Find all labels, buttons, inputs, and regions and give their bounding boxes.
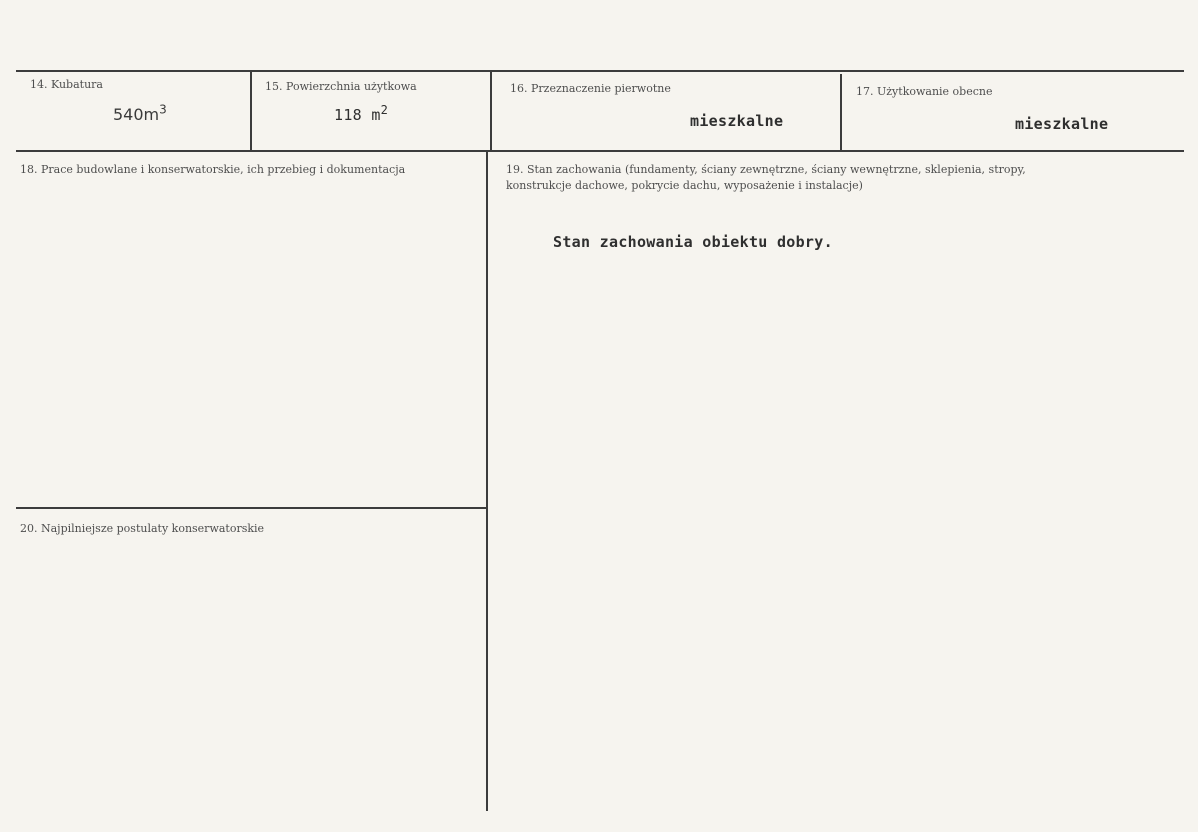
field-20-label: 20. Najpilniejsze postulaty konserwatorskie bbox=[20, 522, 265, 535]
field-14-value bbox=[113, 102, 167, 124]
field-17-value: mieszkalne bbox=[1015, 115, 1109, 133]
section-18-20-divider bbox=[16, 507, 486, 509]
field-17-label: 17. Użytkowanie obecne bbox=[856, 85, 993, 98]
top-rule bbox=[16, 70, 1184, 72]
field-16-value: mieszkalne bbox=[690, 112, 784, 130]
field-14-label: 14. Kubatura bbox=[30, 78, 103, 91]
divider-16-17 bbox=[840, 74, 842, 151]
field-19-label: 19. Stan zachowania (fundamenty, ściany zewnętrzne, ściany wewnętrzne, sklepienia, stropy, konstrukcje dachowe, pokrycie dachu, wyposażenie i instalacje) bbox=[506, 163, 1026, 192]
field-15-label: 15. Powierzchnia użytkowa bbox=[265, 80, 417, 93]
divider-14-15 bbox=[250, 71, 252, 151]
field-15-value bbox=[334, 103, 389, 124]
field-14-number: 540m bbox=[113, 105, 160, 124]
divider-main bbox=[486, 151, 488, 811]
field-15-superscript: 2 bbox=[380, 103, 389, 117]
field-14-superscript: 3 bbox=[159, 102, 167, 117]
field-19-value: Stan zachowania obiektu dobry. bbox=[553, 233, 833, 251]
divider-15-16 bbox=[490, 71, 492, 151]
field-16-label: 16. Przeznaczenie pierwotne bbox=[510, 82, 671, 95]
field-15-number: 118 m bbox=[334, 106, 381, 124]
field-18-label: 18. Prace budowlane i konserwatorskie, ich przebieg i dokumentacja bbox=[20, 163, 406, 176]
row-divider bbox=[16, 150, 1184, 152]
